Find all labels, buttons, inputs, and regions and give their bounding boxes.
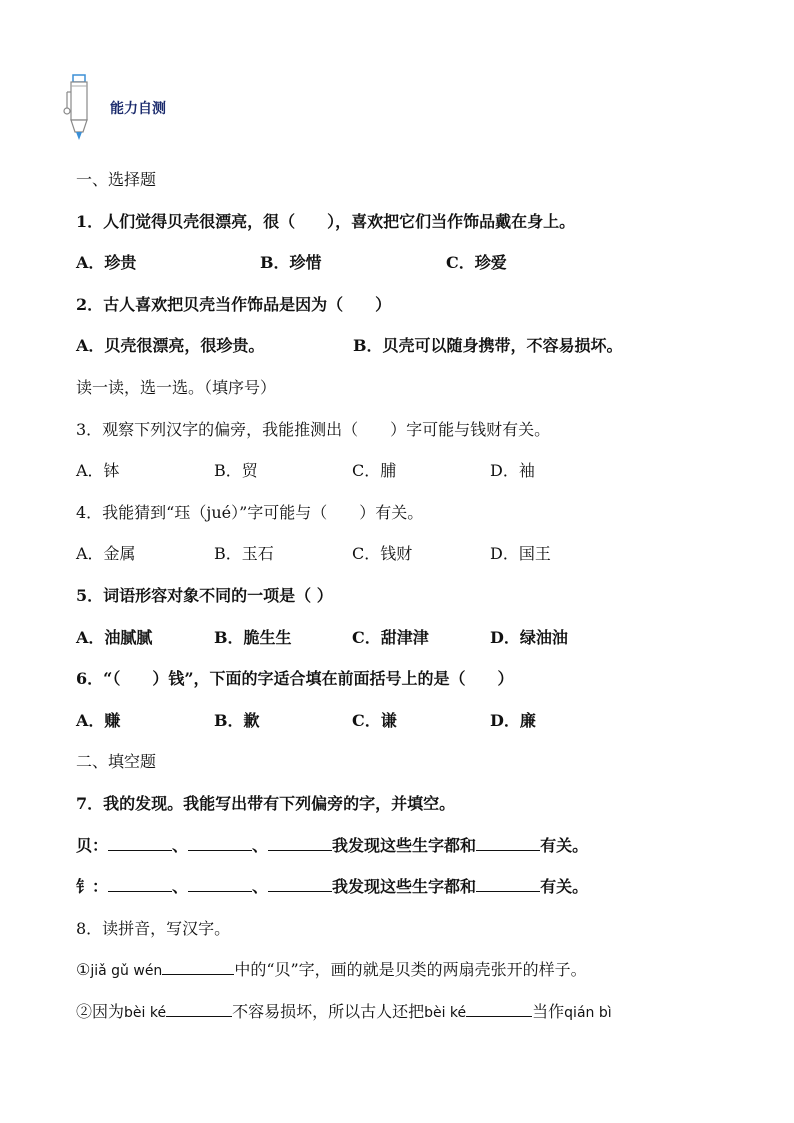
separator: 、 xyxy=(172,835,189,855)
radical-label: 钅： xyxy=(76,877,109,897)
pinyin-text: bèi ké xyxy=(424,1004,467,1021)
row-suffix: 有关。 xyxy=(540,835,589,855)
option-b[interactable]: B．歉 xyxy=(214,710,260,730)
row-text: 我发现这些生字都和 xyxy=(332,835,477,855)
question-6-options xyxy=(76,707,736,749)
pinyin-text: qián bì xyxy=(564,1004,612,1021)
row-suffix: 有关。 xyxy=(540,877,589,897)
pinyin-text: bèi ké xyxy=(124,1004,167,1021)
pen-icon xyxy=(62,74,94,144)
answer-blank[interactable] xyxy=(268,832,332,851)
separator: 、 xyxy=(252,835,269,855)
question-2-options xyxy=(76,332,736,374)
instruction-text: 读一读，选一选。（填序号） xyxy=(76,377,277,397)
option-a[interactable]: A．钵 xyxy=(76,461,120,481)
row-text: 我发现这些生字都和 xyxy=(332,877,477,897)
option-a[interactable]: A．珍贵 xyxy=(76,253,137,273)
answer-blank[interactable] xyxy=(108,873,172,892)
answer-blank[interactable] xyxy=(476,873,540,892)
question-8-line-2 xyxy=(76,998,736,1040)
option-b[interactable]: B．贝壳可以随身携带，不容易损坏。 xyxy=(353,336,623,356)
option-a[interactable]: A．赚 xyxy=(76,710,121,730)
option-d[interactable]: D．廉 xyxy=(490,710,536,730)
option-a[interactable]: A．贝壳很漂亮，很珍贵。 xyxy=(76,336,265,356)
section-title-choice: 一、选择题 xyxy=(76,170,157,189)
answer-blank[interactable] xyxy=(166,998,232,1017)
radical-label: 贝： xyxy=(76,835,109,855)
option-b[interactable]: B．贸 xyxy=(214,461,258,481)
question-4-options xyxy=(76,540,736,582)
question-8: 8．读拼音，写汉字。 xyxy=(76,918,231,938)
option-b[interactable]: B．珍惜 xyxy=(260,253,322,273)
answer-blank[interactable] xyxy=(476,832,540,851)
separator: 、 xyxy=(172,877,189,897)
question-7-row-2 xyxy=(76,873,736,915)
section-title-fill: 二、填空题 xyxy=(76,752,157,772)
option-a[interactable]: A．油腻腻 xyxy=(76,627,153,647)
option-d[interactable]: D．国王 xyxy=(490,544,551,564)
option-b[interactable]: B．脆生生 xyxy=(214,627,292,647)
question-1: 1．人们觉得贝壳很漂亮，很（ ），喜欢把它们当作饰品戴在身上。 xyxy=(76,211,576,231)
answer-blank[interactable] xyxy=(268,873,332,892)
option-b[interactable]: B．玉石 xyxy=(214,544,274,564)
separator: 、 xyxy=(252,877,269,897)
question-7: 7．我的发现。我能写出带有下列偏旁的字，并填空。 xyxy=(76,793,456,813)
option-c[interactable]: C．谦 xyxy=(352,710,397,730)
question-8-line-1 xyxy=(76,956,736,998)
question-6: 6．“（ ）钱”，下面的字适合填在前面括号上的是（ ） xyxy=(76,669,514,689)
question-2: 2．古人喜欢把贝壳当作饰品是因为（ ） xyxy=(76,294,392,314)
question-7-row-1 xyxy=(76,832,736,874)
header-title: 能力自测 xyxy=(110,101,166,117)
option-c[interactable]: C．脯 xyxy=(352,461,397,481)
line-text: 不容易损坏，所以古人还把 xyxy=(232,1001,425,1021)
question-4: 4．我能猜到“珏（jué）”字可能与（ ）有关。 xyxy=(76,502,424,522)
question-5: 5．词语形容对象不同的一项是（ ） xyxy=(76,585,333,605)
item-number: ① xyxy=(76,960,91,980)
question-3-options xyxy=(76,457,736,499)
option-a[interactable]: A．金属 xyxy=(76,544,136,564)
answer-blank[interactable] xyxy=(466,998,532,1017)
pinyin-text: jiǎ gǔ wén xyxy=(90,963,163,980)
answer-blank[interactable] xyxy=(188,832,252,851)
option-c[interactable]: C．钱财 xyxy=(352,544,413,564)
option-c[interactable]: C．珍爱 xyxy=(446,253,507,273)
answer-blank[interactable] xyxy=(108,832,172,851)
line-lead: ②因为 xyxy=(76,1001,125,1021)
answer-blank[interactable] xyxy=(162,956,234,975)
option-d[interactable]: D．袖 xyxy=(490,461,535,481)
option-c[interactable]: C．甜津津 xyxy=(352,627,429,647)
line-text: 当作 xyxy=(532,1001,565,1021)
option-d[interactable]: D．绿油油 xyxy=(490,627,568,647)
question-5-options xyxy=(76,624,736,666)
line-text: 中的“贝”字，画的就是贝类的两扇壳张开的样子。 xyxy=(234,960,587,980)
worksheet-content xyxy=(76,166,736,1039)
answer-blank[interactable] xyxy=(188,873,252,892)
question-1-options xyxy=(76,249,736,291)
question-3: 3．观察下列汉字的偏旁，我能推测出（ ）字可能与钱财有关。 xyxy=(76,419,551,439)
